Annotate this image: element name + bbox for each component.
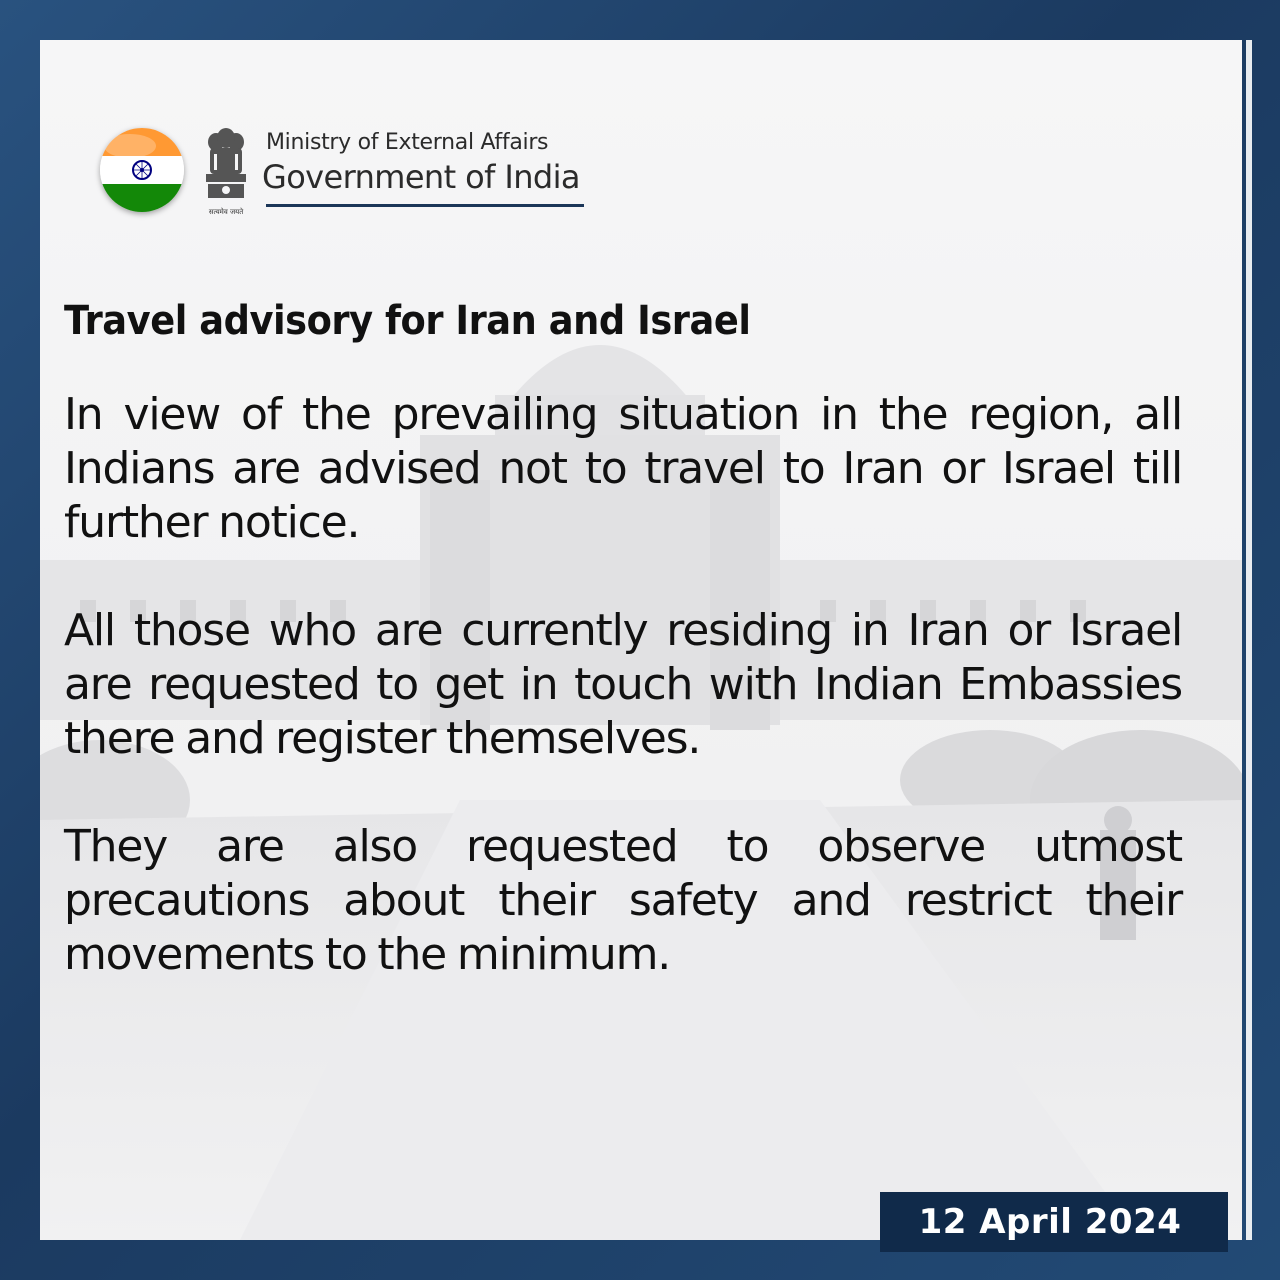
advisory-paragraph: They are also requested to observe utmost precautions about their safety and restrict their movements to the minimum. — [64, 821, 1182, 980]
india-flag-icon — [100, 128, 184, 212]
ministry-name: Ministry of External Affairs — [266, 130, 549, 155]
advisory-paragraph: In view of the prevailing situation in the region, all Indians are advised not to travel to Iran or Israel till further notice. — [64, 389, 1182, 548]
advisory-card — [40, 40, 1242, 1240]
advisory-title: Travel advisory for Iran and Israel — [64, 298, 751, 344]
advisory-content — [64, 298, 1182, 1036]
national-emblem-icon — [198, 128, 254, 220]
header-underline — [266, 204, 584, 207]
ministry-header — [100, 126, 620, 216]
date-badge: 12 April 2024 — [880, 1192, 1228, 1252]
frame-edge — [1246, 40, 1252, 1240]
svg-text:सत्यमेव जयते: सत्यमेव जयते — [208, 208, 244, 216]
government-name: Government of India — [262, 158, 580, 196]
advisory-paragraph: All those who are currently residing in Iran or Israel are requested to get in touch with Indian Embassies there and register themselves. — [64, 605, 1182, 764]
